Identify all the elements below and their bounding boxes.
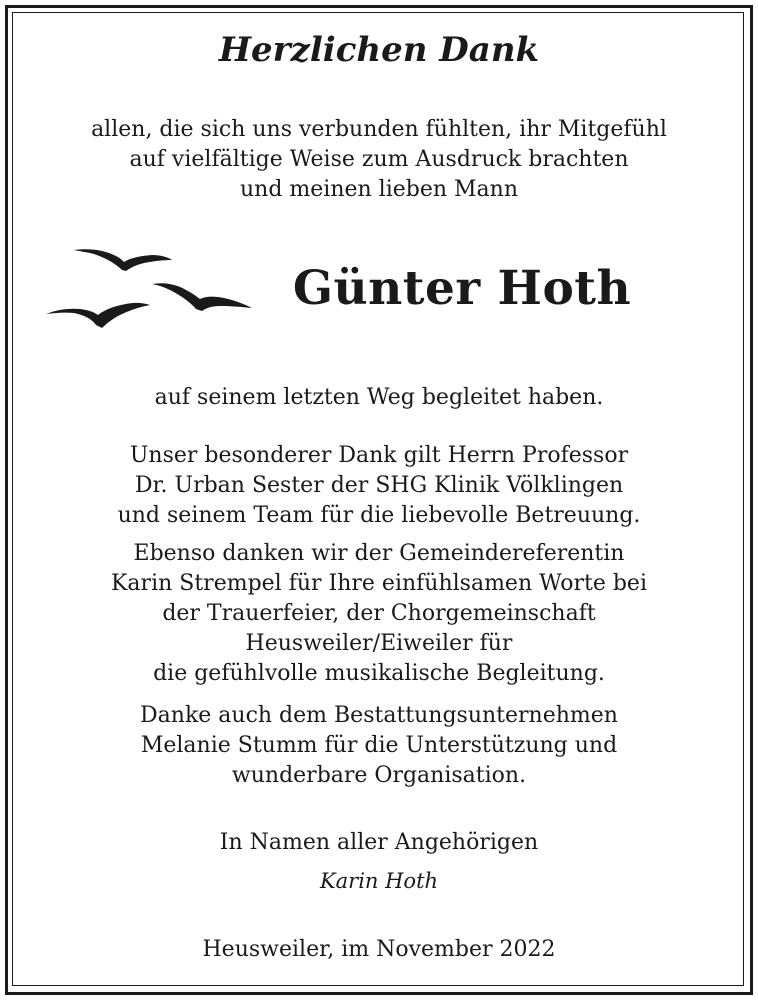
deceased-name: Günter Hoth (292, 261, 632, 316)
signature: Karin Hoth (319, 869, 439, 893)
thanks-undertaker-text: Danke auch dem Bestattungsunternehmen Melanie Stumm für die Unterstützung und wunderbare Organisation. (140, 703, 618, 788)
bird-icon (152, 283, 252, 311)
intro-text: allen, die sich uns verbunden fühlten, ihr Mitgefühl auf vielfältige Weise zum Ausdruck brachten und meinen lieben Mann (91, 117, 667, 202)
heading: Herzlichen Dank (218, 30, 540, 70)
thanks-doctor-text: Unser besonderer Dank gilt Herrn Professor Dr. Urban Sester der SHG Klinik Völklingen und seinem Team für die liebevolle Betreuung. (117, 443, 641, 528)
after-name-text: auf seinem letzten Weg begleitet haben. (154, 385, 604, 410)
flying-birds-icon (40, 236, 260, 336)
bird-icon (74, 249, 172, 271)
closing-text: In Namen aller Angehörigen (219, 830, 539, 855)
bird-icon (46, 303, 150, 328)
place-date: Heusweiler, im November 2022 (202, 937, 556, 962)
thanks-ceremony-text: Ebenso danken wir der Gemeindereferentin Karin Strempel für Ihre einfühlsamen Worte bei der Trauerfeier, der Chorgemeinschaft Heusweiler/Eiweiler für die gefühlvolle musikalische Begleitung. (111, 541, 647, 686)
